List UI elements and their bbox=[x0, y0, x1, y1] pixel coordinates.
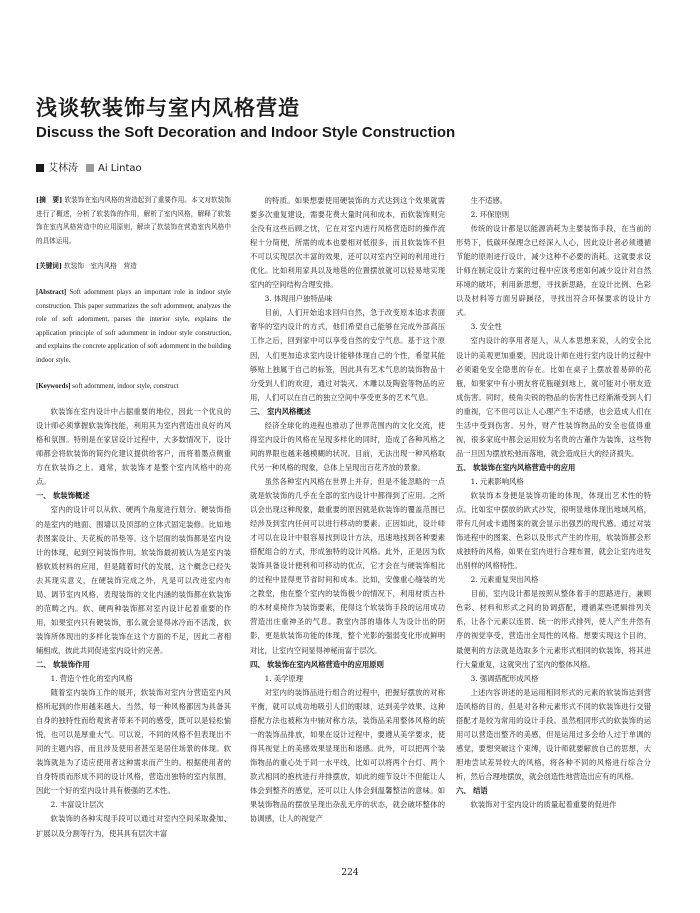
keywords-zh-label: [关键词] bbox=[36, 262, 63, 271]
column-3-body bbox=[456, 194, 651, 812]
keywords-en-label: [Keywords] bbox=[36, 382, 71, 390]
body-paragraph: 1. 营造个性化的室内风格 bbox=[50, 674, 133, 684]
body-paragraph: 2. 丰富设计层次 bbox=[50, 800, 104, 810]
body-paragraph: 软装饰对于室内设计的质量起着重要的促进作 bbox=[470, 800, 617, 810]
body-paragraph: 3. 强调搭配形成风格 bbox=[470, 673, 539, 683]
body-paragraph: 1. 元素影响风格 bbox=[470, 476, 524, 486]
body-paragraph: 2. 环保原则 bbox=[470, 210, 510, 220]
abstract-zh bbox=[36, 194, 231, 248]
keywords-en bbox=[36, 380, 231, 394]
body-paragraph: 软装饰在室内设计中占据重要的地位，因此一个优良的设计师必须掌握软装饰技能，利用其为室内营造出良好的风格和氛围。特别是在家居设计过程中，大多数情况下，设计师都会将软装饰的简约化建议提供给客户，而将着墨点侧重方在软装饰之上。通常，软装饰才是整个室内风格中的亮点。 bbox=[36, 407, 231, 487]
body-paragraph: 室内设计的享用者是人，从人本思想来说，人的安全比设计的美观更加重要，因此设计师在进行室内设计的过程中必须避免安全隐患的存在。比如在桌子上摆放着易碎的花瓶，如果家中有小朋友将花瓶碰到地上，就可能对小朋友造成伤害。同时，棱角尖锐的物品的伤害性已经渐渐受到人们的重视，它不但可以让人心理产生不适感，也会造成人们在生活中受到伤害。另外，财产性装饰物品的安全也值得重视，很多家庭中都会运用较为名贵的古董作为装饰，这些物品一旦因为摆放松弛而落地，就会造成巨大的经济损失。 bbox=[456, 336, 651, 458]
body-paragraph: 室内的设计可以从软、硬两个角度进行划分。硬装饰指的是室内的地面、围墙以及顶部的立体式固定装修。比如地表图案设计、天花板的吊垫等。这个层面的装饰都是室内设计的体现，起到空间装饰作用。软装饰最初被认为是室内装修软质材料的应用，但是随着时代的发展，这个概念已经失去其现实意义，在硬装饰完成之外，凡是可以改进室内布局、调节室内风格、表现装饰的文化内涵的装饰都在软装饰的范畴之内。软、硬两种装饰都对室内设计起着重要的作用，如果室内只有硬装饰，那么就会显得冰冷而不活泼，软装饰所体现出的多样化装饰在这个方面的不足，因此二者相辅相成，彼此共同促进室内设计的完善。 bbox=[36, 505, 231, 655]
body-paragraph: 目前，室内设计都是按照从整体着手的思路进行，兼顾色彩、材料和形式之间的协调搭配，遵循某些逻辑排列关系，让各个元素以连贯、统一的形式排列，使人产生井然有序的视觉享受，营造出全局性的风格。想要实现这个目的，最便利的方法就是选取多个元素形式相同的软装饰，将其进行大量重复，这就突出了室内的整体风格。 bbox=[456, 589, 651, 669]
column-2-body bbox=[250, 194, 445, 826]
square-bullet-icon bbox=[36, 164, 44, 172]
section-heading: 五、 软装饰在室内风格营造中的应用 bbox=[456, 462, 576, 472]
square-bullet-icon bbox=[86, 164, 94, 172]
abstract-en-text: Soft adornment plays an important role in indoor style construction. This paper summarizes the soft adornment, analyzes the role of soft adornment, parses the interior style, explains the application principle of soft adornment in indoor style construction, and explains the concrete application of soft adornment in the building indoor style. bbox=[36, 288, 231, 364]
body-paragraph: 软装饰本身便是装饰功能的体现，体现出艺术性的特点。比如室中摆放的欧式沙发，很明显地体现出地域风格，带有几何或卡通图案的就会显示出强烈的现代感。通过对装饰进程中的图案、色彩以及形式产生的作用，软装饰都会形成独特的风格，如果在室内进行合理布置，就会让室内进发出别样的风格特性。 bbox=[456, 490, 651, 571]
body-paragraph: 3. 体现用户独特品味 bbox=[264, 294, 333, 304]
section-heading: 四、 软装饰在室内风格营造中的应用原则 bbox=[250, 659, 384, 669]
section-heading: 三、 室内风格概述 bbox=[250, 406, 311, 416]
body-paragraph: 目前，人们开始追求回归自然，急于改变原本追求表面奢华的室内设计的方式，他们希望自己能够在完成外部高压工作之后，回到家中可以享受自然的安宁气息。基于这个原因，人们更加追求室内设计能够体现自己的个性，希望其能够贴上独属于自己的标签，因此具有艺术气息的装饰物品十分受到人们的欢迎，通过对装灭、木雕以及陶瓷等物品的应用，人们可以在自己的独立空间中享受更多的艺术气息。 bbox=[250, 308, 445, 402]
author-en: Ai Lintao bbox=[98, 163, 142, 174]
title-chinese: 浅谈软装饰与室内风格营造 bbox=[36, 96, 300, 120]
body-paragraph: 随着室内装饰工作的展开，软装饰对室内分营造室内风格所起到的作用越来越大。当然，每一种风格都因为具备其自身的独特性而给观赏者带来不同的感受，既可以是轻松愉悦，也可以是厚重大气。可以说，不同的风格不但表现出不同的主题内容，而且涉及使用者甚至是居住场景的体现。软装饰就是为了适应使用者这种需求而产生的。根据使用者的自身特质而形成不同的设计风格，营造出独特的室内氛围，因此一个好的室内设计具有极强的艺术性。 bbox=[36, 688, 231, 796]
section-heading: 二、 软装饰作用 bbox=[36, 659, 90, 669]
keywords-zh bbox=[36, 260, 231, 274]
column-2 bbox=[250, 194, 445, 826]
page-number: 224 bbox=[341, 868, 359, 878]
title-english: Discuss the Soft Decoration and Indoor Style Construction bbox=[36, 124, 456, 141]
keywords-en-text: soft adornment, indoor style, construct bbox=[72, 382, 179, 390]
section-heading: 六、 结语 bbox=[456, 785, 488, 795]
abstract-zh-text: 软装饰在室内风格的营造起到了重要作用。本文对软装饰进行了概述，分析了软装饰的作用，解析了室内风格，解释了软装饰在室内风格营造中的应用原则，解读了软装饰在营造室内风格中的具体运用。 bbox=[36, 196, 231, 245]
abstract-en-label: [Abstract] bbox=[36, 288, 67, 296]
body-paragraph: 生不适感。 bbox=[470, 196, 508, 205]
body-paragraph: 2. 元素重复突出风格 bbox=[470, 575, 539, 585]
abstract-en bbox=[36, 286, 231, 368]
body-paragraph: 传统的设计都是以能源消耗为主要装饰手段，在当前的形势下，低碳环保理念已经深入人心，因此设计者必须遵循节能的原则进行设计，减少这种不必要的消耗。这就要求设计师在制定设计方案的过程中应该考虑如何减少设计对自然环境的破坏，利用新思想，寻找新思路，在设计比例、色彩以及材料等方面另辟蹊径，寻找出符合环保要求的设计方式。 bbox=[456, 224, 651, 318]
body-paragraph: 经济全球化的进程也推动了世界范围内的文化交流，使得室内设计的风格在呈现多样化的同时，造成了各种风格之间的界限也越来越模糊的状况。目前，无法出现一种风格取代另一种风格的现象，总体上呈现出百花齐放的景象。 bbox=[250, 420, 445, 472]
author-zh: 艾林涛 bbox=[48, 163, 78, 174]
body-paragraph: 软装饰的各种实现手段可以通过对室内空间采取叠加、扩展以及分割等行为，使其具有层次丰富 bbox=[36, 814, 231, 838]
keywords-zh-text: 软装饰 室内风格 营造 bbox=[64, 262, 137, 271]
column-1 bbox=[36, 194, 231, 841]
body-paragraph: 对室内的装饰品进行组合的过程中，把握好摆放的对称平衡，就可以成功地吸引人们的眼球，达到美学效果。这种搭配方法也被称为中轴对称方法，装饰品采用整体风格的统一的装饰品排放，如果在设计过程中，要遵从美学要求，使得其视觉上的美感效果显现出和谐感。此外，可以把两个装饰物品的重心处于同一水平线，比如可以将两个台灯、两个款式相同的抱枕进行并排摆放，如此的细节设计不但能让人体会到整齐的感觉，还可以让人体会到温馨整洁的意味。如果装饰物品的摆放呈现出杂乱无序的状态，就会破坏整体的协调感，让人的视觉产 bbox=[250, 687, 445, 824]
abstract-zh-label: [摘 要] bbox=[36, 196, 63, 204]
body-paragraph: 1. 美学原理 bbox=[264, 673, 304, 683]
author-line bbox=[36, 159, 142, 174]
section-heading: 一、 软装饰概述 bbox=[36, 491, 90, 501]
body-paragraph: 虽然各种室内风格在世界上并存，但是不能忽略的一点就是软装饰的几乎在全部的室内设计中都得到了应用。之所以会出现这种现象，最重要的原因就是软装饰的覆盖范围已经涉及到室内任何可以进行移动的要素。正因如此，设计师才可以在设计中很容易找到设计方法，迅速地找到各种要素搭配组合的方式，形成独特的设计风格。此外，正是因为软装饰具备设计便利和可移动的优点，它才会在与硬装饰相比的过程中显得更节省时间和成本。比如，安像重心缝装的光之教堂，他在整个室内的装饰极少的情况下，利用材质古朴的木材桌椅作为装饰要素，使得这个软装饰手段的运用成功营造出庄重神圣的气息。教堂内部的墙体人为设计出的阴影，更是软装饰功能的体现，整个光影的强弱变化形成鲜明对比，让室内空间显得神秘而富于层次。 bbox=[250, 476, 445, 655]
body-paragraph: 上述内容讲述的是运用相同形式的元素的软装饰达到营造风格的目的，但是对各种元素形式不同的软装饰进行交错搭配才是较为常用的设计手段。虽然相同形式的软装饰的运用可以营造出整齐的美感，但是运用过多会给人过于单调的感觉，要想突破这个束缚，设计师就要解放自己的思想，大胆地尝试差异较大的风格，将各种不同的风格进行综合分析，然后合理地摆放，就会创造性地营造出应有的风格。 bbox=[456, 687, 651, 781]
body-paragraph: 的特质。如果想要使用硬装饰的方式达到这个效果就需要多次重复建设，需要花费大量时间和成本，而软装饰则完全没有这些后顾之忧，它在对室内进行风格营造时的操作流程十分简便，所需的成本也要相对低很多，而且软装饰不但不可以实现层次丰富的效果，还可以对室内空间的利用进行优化。比如利用家具以及地毯的位置摆放就可以轻易地实现室内的空间结构合理安排。 bbox=[250, 196, 445, 290]
column-1-body bbox=[36, 405, 231, 840]
column-3 bbox=[456, 194, 651, 812]
body-paragraph: 3. 安全性 bbox=[470, 322, 502, 332]
